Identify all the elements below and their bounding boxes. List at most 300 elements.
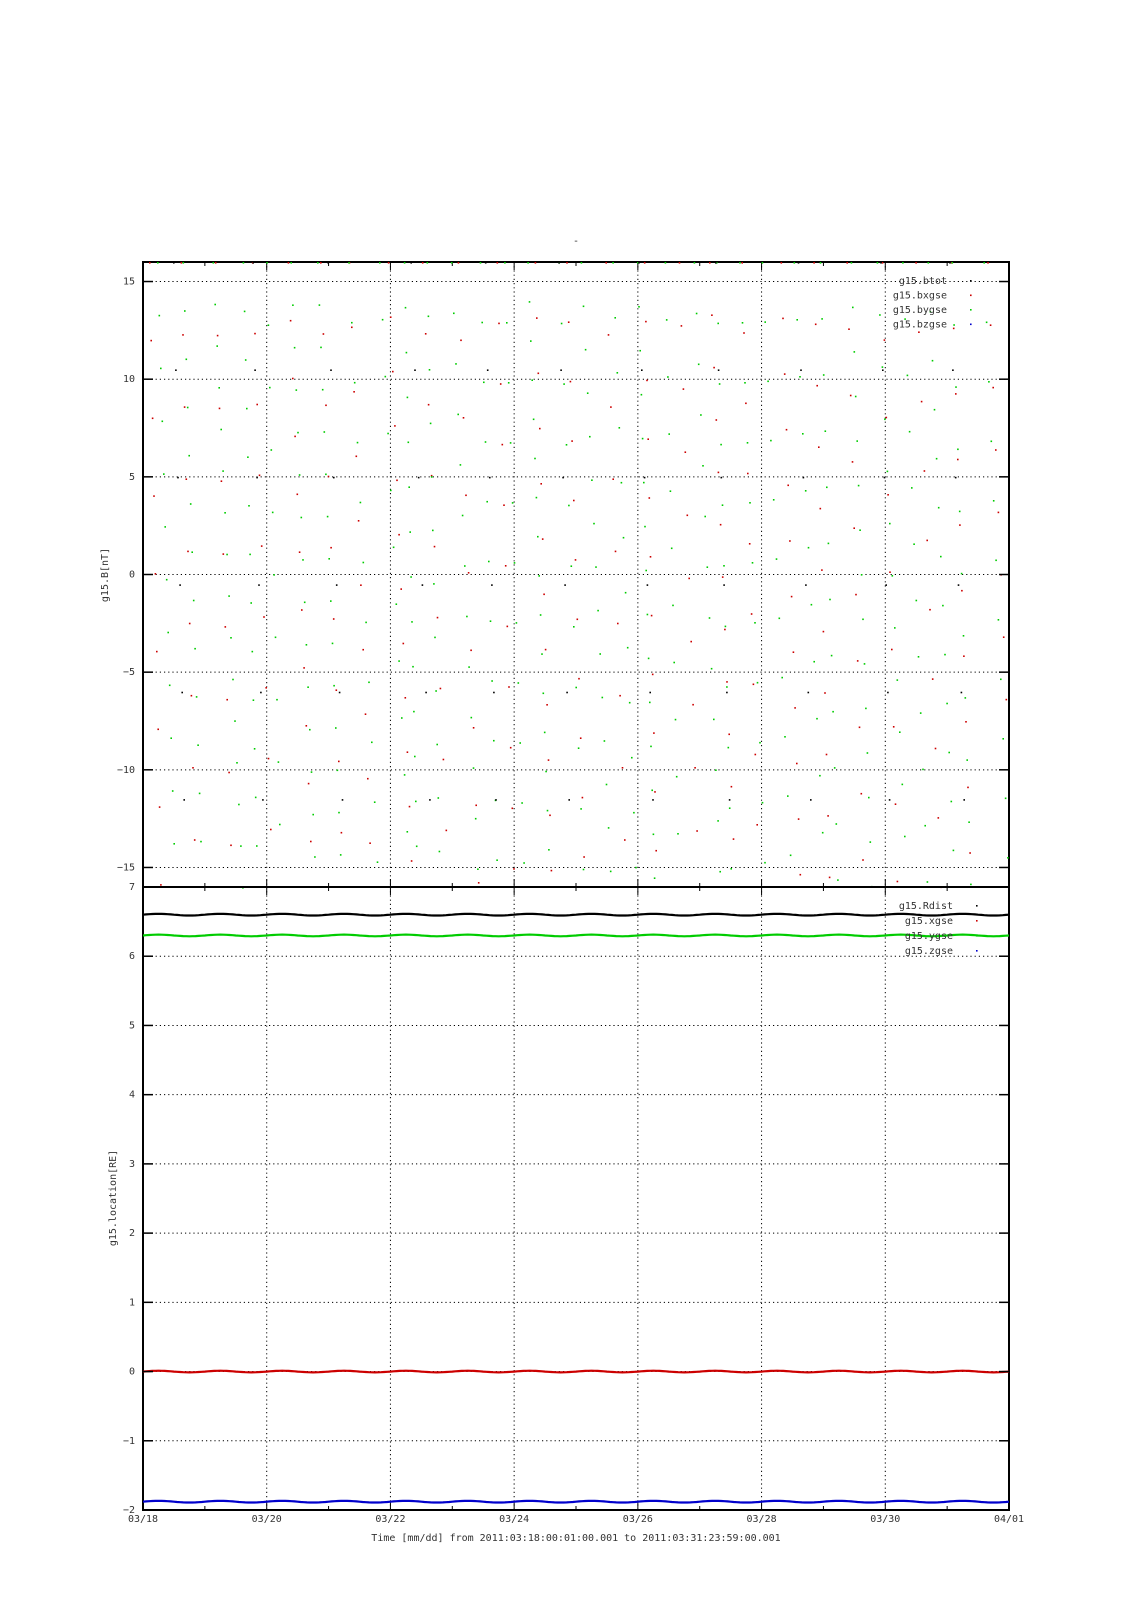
data-point	[327, 516, 329, 518]
data-point	[497, 262, 499, 264]
data-point	[784, 373, 786, 375]
y-tick-label: 2	[128, 1228, 135, 1240]
data-point	[583, 306, 585, 308]
data-point	[254, 333, 256, 335]
data-point	[882, 369, 884, 371]
data-point	[471, 717, 473, 719]
data-point	[893, 726, 895, 728]
data-point	[473, 767, 475, 769]
data-point	[850, 395, 852, 397]
data-point	[544, 732, 546, 734]
data-point	[548, 849, 550, 851]
data-point	[685, 451, 687, 453]
data-point	[955, 477, 957, 479]
legend-label: g15.ygse	[904, 931, 953, 942]
data-point	[333, 477, 335, 479]
data-point	[926, 540, 928, 542]
x-tick-label: 03/22	[375, 1514, 406, 1525]
data-point	[864, 663, 866, 665]
data-point	[486, 501, 488, 503]
data-point	[463, 417, 465, 419]
data-point	[836, 823, 838, 825]
data-point	[228, 595, 230, 597]
data-point	[932, 360, 934, 362]
data-point	[670, 490, 672, 492]
legend-label: g15.zgse	[904, 946, 953, 957]
data-point	[949, 262, 951, 264]
data-point	[726, 692, 728, 694]
data-point	[351, 322, 353, 324]
data-point	[429, 799, 431, 801]
data-point	[578, 747, 580, 749]
data-point	[749, 543, 751, 545]
data-point	[214, 304, 216, 306]
data-point	[166, 579, 168, 581]
data-point	[821, 569, 823, 571]
data-point	[224, 512, 226, 514]
data-point	[368, 682, 370, 684]
data-point	[794, 707, 796, 709]
data-point	[970, 884, 972, 886]
panel2-data-lines	[143, 914, 1009, 1503]
data-point	[181, 692, 183, 694]
data-point	[385, 376, 387, 378]
data-point	[306, 644, 308, 646]
data-point	[279, 824, 281, 826]
data-point	[623, 537, 625, 539]
data-point	[502, 444, 504, 446]
data-point	[622, 767, 624, 769]
data-point	[159, 315, 161, 317]
data-point	[993, 500, 995, 502]
data-point	[299, 474, 301, 476]
data-point	[644, 526, 646, 528]
data-point	[649, 497, 651, 499]
data-point	[339, 692, 341, 694]
data-point	[709, 617, 711, 619]
data-point	[157, 262, 159, 264]
data-point	[983, 262, 985, 264]
data-point	[254, 369, 256, 371]
data-point	[604, 740, 606, 742]
data-point	[404, 774, 406, 776]
data-point	[473, 727, 475, 729]
y-tick-label: −2	[122, 1505, 135, 1516]
data-point	[969, 852, 971, 854]
data-point	[434, 637, 436, 639]
data-point	[451, 262, 453, 264]
data-point	[998, 619, 1000, 621]
series-line	[143, 1371, 1009, 1373]
data-point	[568, 799, 570, 801]
data-point	[193, 600, 195, 602]
data-point	[547, 810, 549, 812]
data-point	[418, 477, 420, 479]
data-point	[741, 262, 743, 264]
data-point	[722, 504, 724, 506]
data-point	[909, 431, 911, 433]
data-point	[934, 409, 936, 411]
data-point	[425, 692, 427, 694]
data-point	[169, 685, 171, 687]
data-point	[363, 562, 365, 564]
data-point	[325, 405, 327, 407]
data-point	[815, 324, 817, 326]
data-point	[995, 560, 997, 562]
data-point	[619, 427, 621, 429]
data-point	[643, 482, 645, 484]
y-tick-label: 1	[128, 1297, 135, 1309]
data-point	[764, 862, 766, 864]
data-point	[627, 647, 629, 649]
data-point	[805, 584, 807, 586]
data-point	[782, 318, 784, 320]
series-line	[143, 914, 1009, 916]
data-point	[261, 545, 263, 547]
data-point	[265, 687, 267, 689]
data-point	[704, 516, 706, 518]
legend-label: g15.Rdist	[898, 901, 953, 912]
data-point	[311, 771, 313, 773]
data-point	[642, 438, 644, 440]
data-point	[191, 551, 193, 553]
data-point	[631, 757, 633, 759]
data-point	[952, 262, 954, 264]
data-point	[523, 862, 525, 864]
data-point	[409, 531, 411, 533]
data-point	[223, 553, 225, 555]
data-point	[510, 442, 512, 444]
data-point	[342, 799, 344, 801]
data-point	[247, 456, 249, 458]
data-point	[496, 859, 498, 861]
y-tick-label: 5	[128, 1020, 135, 1032]
data-point	[408, 486, 410, 488]
data-point	[411, 860, 413, 862]
data-point	[894, 627, 896, 629]
data-point	[834, 767, 836, 769]
data-point	[961, 573, 963, 575]
legend-marker	[970, 309, 972, 311]
data-point	[340, 854, 342, 856]
y-tick-label: 0	[128, 569, 135, 581]
data-point	[700, 414, 702, 416]
data-point	[573, 626, 575, 628]
data-point	[729, 807, 731, 809]
y-tick-label: −5	[122, 667, 135, 679]
data-point	[825, 430, 827, 432]
data-point	[861, 574, 863, 576]
data-point	[651, 790, 653, 792]
data-point	[647, 614, 649, 616]
data-point	[848, 328, 850, 330]
x-tick-label: 03/20	[251, 1514, 282, 1525]
data-point	[186, 359, 188, 361]
data-point	[610, 406, 612, 408]
data-point	[536, 497, 538, 499]
data-point	[255, 797, 257, 799]
data-point	[304, 602, 306, 604]
data-point	[254, 748, 256, 750]
data-point	[415, 801, 417, 803]
data-point	[258, 584, 260, 586]
data-point	[581, 262, 583, 264]
data-point	[407, 397, 409, 399]
legend-marker	[976, 935, 978, 937]
data-point	[568, 505, 570, 507]
data-point	[256, 477, 258, 479]
data-point	[398, 660, 400, 662]
data-point	[779, 618, 781, 620]
data-point	[493, 692, 495, 694]
data-point	[536, 317, 538, 319]
data-point	[259, 475, 261, 477]
data-point	[271, 449, 273, 451]
data-point	[948, 752, 950, 754]
data-point	[857, 660, 859, 662]
data-point	[433, 583, 435, 585]
data-point	[629, 702, 631, 704]
data-point	[512, 502, 514, 504]
data-point	[799, 376, 801, 378]
data-point	[314, 856, 316, 858]
data-point	[156, 651, 158, 653]
data-point	[504, 262, 506, 264]
data-point	[327, 262, 329, 264]
data-point	[435, 690, 437, 692]
data-point	[922, 769, 924, 771]
data-point	[197, 744, 199, 746]
data-point	[932, 678, 934, 680]
data-point	[927, 881, 929, 883]
data-point	[884, 419, 886, 421]
data-point	[580, 808, 582, 810]
data-point	[478, 882, 480, 884]
data-point	[781, 262, 783, 264]
data-point	[647, 438, 649, 440]
data-point	[702, 465, 704, 467]
data-point	[256, 845, 258, 847]
data-point	[852, 307, 854, 309]
data-point	[541, 653, 543, 655]
data-point	[717, 323, 719, 325]
data-point	[430, 423, 432, 425]
data-point	[362, 649, 364, 651]
data-point	[416, 846, 418, 848]
data-point	[308, 783, 310, 785]
data-point	[986, 322, 988, 324]
data-point	[460, 464, 462, 466]
data-point	[679, 262, 681, 264]
data-point	[466, 616, 468, 618]
data-point	[916, 600, 918, 602]
data-point	[722, 576, 724, 578]
data-point	[273, 574, 275, 576]
data-point	[796, 763, 798, 765]
data-point	[253, 699, 255, 701]
data-point	[638, 262, 640, 264]
data-point	[823, 631, 825, 633]
data-point	[837, 879, 839, 881]
data-point	[266, 262, 268, 264]
data-point	[784, 736, 786, 738]
x-tick-label: 03/18	[127, 1514, 159, 1525]
data-point	[495, 799, 497, 801]
data-point	[292, 378, 294, 380]
data-point	[733, 838, 735, 840]
data-point	[157, 729, 159, 731]
data-point	[651, 615, 653, 617]
data-point	[677, 833, 679, 835]
data-point	[548, 759, 550, 761]
data-point	[858, 485, 860, 487]
data-point	[753, 684, 755, 686]
data-point	[246, 408, 248, 410]
y-tick-label: 0	[128, 1366, 135, 1378]
data-point	[406, 352, 408, 354]
data-point	[245, 359, 247, 361]
data-point	[650, 746, 652, 748]
data-point	[491, 584, 493, 586]
data-point	[1006, 699, 1008, 701]
data-point	[654, 877, 656, 879]
data-point	[798, 818, 800, 820]
data-point	[507, 626, 509, 628]
data-point	[639, 350, 641, 352]
data-point	[462, 515, 464, 517]
data-point	[889, 523, 891, 525]
data-point	[560, 369, 562, 371]
data-point	[593, 523, 595, 525]
data-point	[412, 666, 414, 668]
data-point	[263, 616, 265, 618]
data-point	[477, 868, 479, 870]
data-point	[184, 310, 186, 312]
y-tick-label: 6	[128, 951, 135, 963]
data-point	[357, 442, 359, 444]
data-point	[953, 850, 955, 852]
data-point	[641, 369, 643, 371]
data-point	[891, 649, 893, 651]
data-point	[826, 754, 828, 756]
data-point	[317, 262, 319, 264]
data-point	[747, 473, 749, 475]
data-point	[794, 262, 796, 264]
data-point	[902, 262, 904, 264]
data-point	[303, 667, 305, 669]
data-point	[330, 369, 332, 371]
data-point	[491, 680, 493, 682]
data-point	[915, 262, 917, 264]
data-point	[268, 324, 270, 326]
data-point	[897, 679, 899, 681]
data-point	[437, 617, 439, 619]
data-point	[440, 688, 442, 690]
data-point	[455, 363, 457, 365]
data-point	[694, 262, 696, 264]
data-point	[432, 530, 434, 532]
data-point	[855, 396, 857, 398]
data-point	[790, 855, 792, 857]
data-point	[791, 596, 793, 598]
data-point	[1003, 636, 1005, 638]
data-point	[589, 436, 591, 438]
data-point	[398, 534, 400, 536]
data-point	[851, 262, 853, 264]
data-point	[762, 802, 764, 804]
data-point	[720, 524, 722, 526]
data-point	[800, 874, 802, 876]
panel2-y-ticks	[123, 882, 1009, 1516]
y-tick-label: −15	[116, 862, 135, 874]
data-point	[328, 558, 330, 560]
data-point	[683, 388, 685, 390]
data-point	[179, 584, 181, 586]
data-point	[192, 767, 194, 769]
data-point	[867, 752, 869, 754]
data-point	[665, 262, 667, 264]
data-point	[715, 262, 717, 264]
data-point	[853, 527, 855, 529]
data-point	[963, 655, 965, 657]
data-point	[183, 799, 185, 801]
data-point	[194, 648, 196, 650]
data-point	[798, 262, 800, 264]
data-point	[232, 679, 234, 681]
data-point	[668, 433, 670, 435]
data-point	[713, 367, 715, 369]
data-point	[889, 571, 891, 573]
data-point	[481, 322, 483, 324]
data-point	[652, 799, 654, 801]
data-point	[330, 547, 332, 549]
data-point	[288, 262, 290, 264]
data-point	[458, 262, 460, 264]
data-point	[813, 262, 815, 264]
data-point	[995, 449, 997, 451]
data-point	[512, 808, 514, 810]
legend-marker	[970, 324, 972, 326]
data-point	[333, 618, 335, 620]
data-point	[439, 851, 441, 853]
data-point	[649, 702, 651, 704]
data-point	[575, 687, 577, 689]
data-point	[578, 678, 580, 680]
data-point	[393, 547, 395, 549]
data-point	[829, 877, 831, 879]
data-point	[309, 729, 311, 731]
legend-marker	[976, 920, 978, 922]
data-point	[187, 407, 189, 409]
data-point	[529, 301, 531, 303]
data-point	[946, 703, 948, 705]
data-point	[219, 408, 221, 410]
data-point	[729, 799, 731, 801]
data-point	[698, 364, 700, 366]
data-point	[885, 584, 887, 586]
data-point	[571, 440, 573, 442]
data-point	[715, 769, 717, 771]
data-point	[711, 314, 713, 316]
data-point	[443, 759, 445, 761]
data-point	[414, 756, 416, 758]
legend-marker	[970, 295, 972, 297]
data-point	[595, 566, 597, 568]
data-point	[861, 793, 863, 795]
data-point	[483, 382, 485, 384]
data-point	[425, 333, 427, 335]
data-point	[955, 393, 957, 395]
